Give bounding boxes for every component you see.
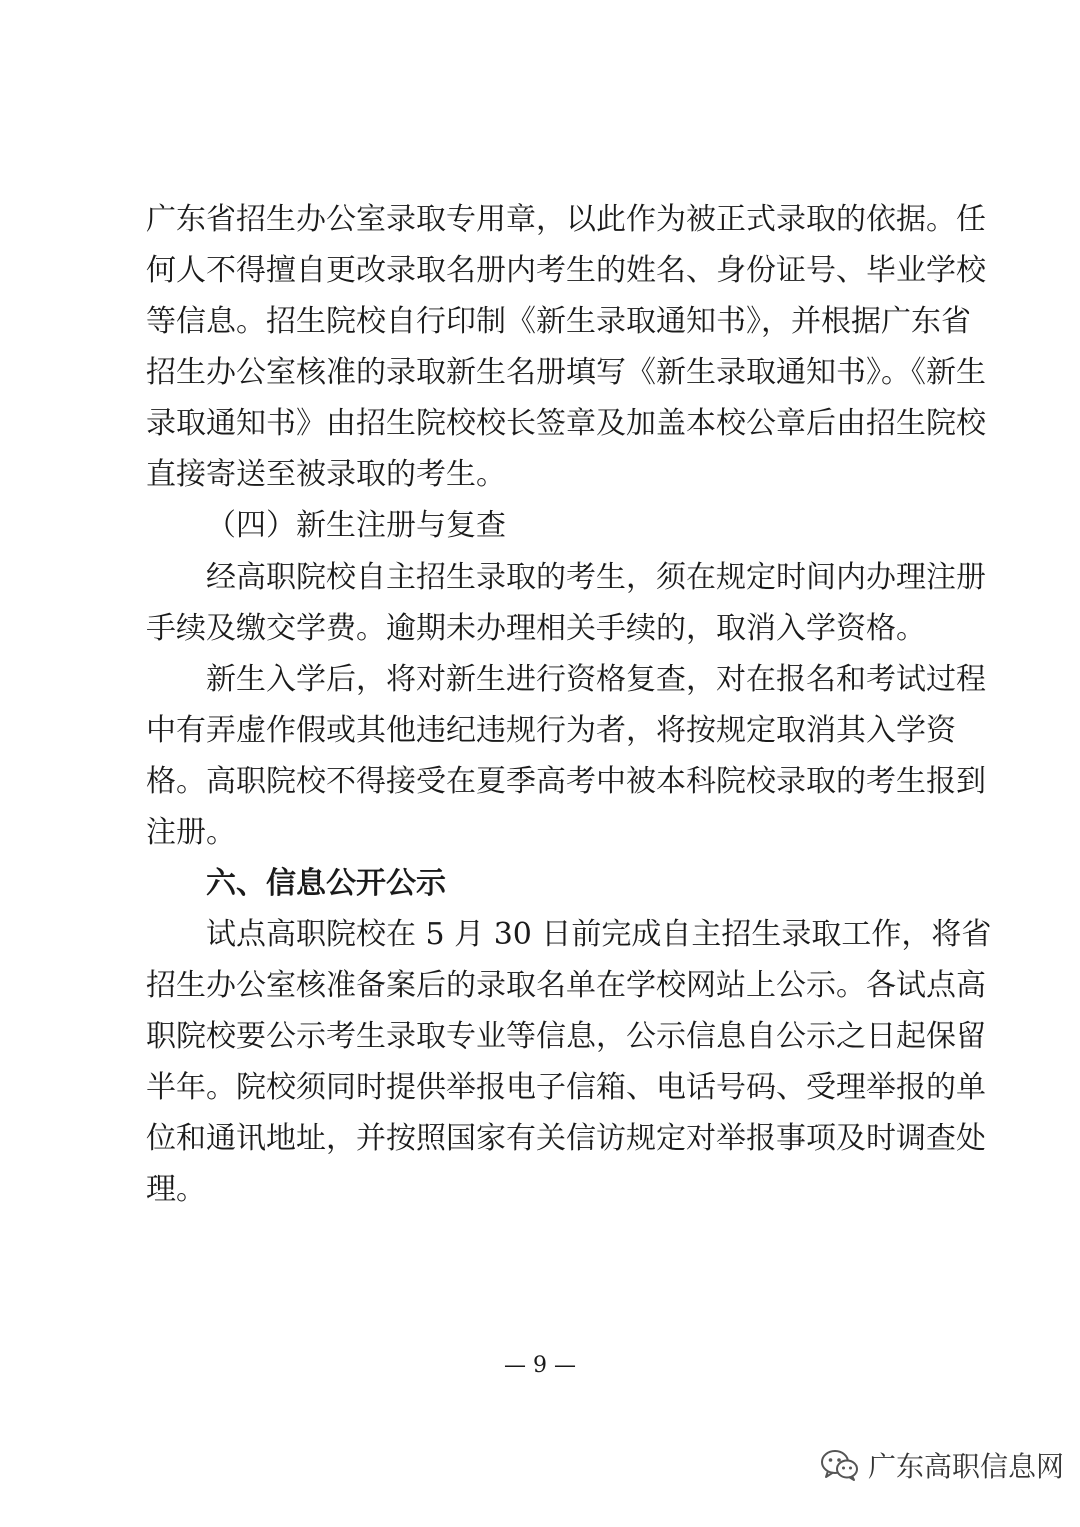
text-line: 中有弄虚作假或其他违纪违规行为者，将按规定取消其入学资 bbox=[146, 713, 956, 748]
text-line: 手续及缴交学费。逾期未办理相关手续的，取消入学资格。 bbox=[146, 611, 926, 646]
text-line: 职院校要公示考生录取专业等信息，公示信息自公示之日起保留 bbox=[146, 1019, 986, 1054]
text-line: 位和通讯地址，并按照国家有关信访规定对举报事项及时调查处 bbox=[146, 1121, 986, 1156]
text-line: 新生入学后，将对新生进行资格复查，对在报名和考试过程 bbox=[206, 662, 986, 697]
text-line: 注册。 bbox=[146, 815, 236, 850]
text-line: 招生办公室核准的录取新生名册填写《新生录取通知书》。《新生 bbox=[146, 355, 986, 390]
text-line: 等信息。招生院校自行印制《新生录取通知书》，并根据广东省 bbox=[146, 304, 971, 339]
watermark-text: 广东高职信息网 bbox=[868, 1450, 1065, 1483]
text-line: 半年。院校须同时提供举报电子信箱、电话号码、受理举报的单 bbox=[146, 1070, 986, 1105]
subheading-registration-review: （四）新生注册与复查 bbox=[206, 508, 506, 543]
wechat-icon bbox=[820, 1448, 860, 1482]
text-line: 何人不得擅自更改录取名册内考生的姓名、身份证号、毕业学校 bbox=[146, 253, 986, 288]
text-line: 经高职院校自主招生录取的考生，须在规定时间内办理注册 bbox=[206, 560, 986, 595]
page-number: — 9 — bbox=[504, 1353, 576, 1378]
section-heading-information-disclosure: 六、信息公开公示 bbox=[206, 866, 446, 901]
text-line: 试点高职院校在 5 月 30 日前完成自主招生录取工作，将省 bbox=[206, 917, 992, 952]
text-line: 直接寄送至被录取的考生。 bbox=[146, 457, 506, 492]
text-line: 招生办公室核准备案后的录取名单在学校网站上公示。各试点高 bbox=[146, 968, 986, 1003]
text-line: 格。高职院校不得接受在夏季高考中被本科院校录取的考生报到 bbox=[146, 764, 986, 799]
text-line: 录取通知书》由招生院校校长签章及加盖本校公章后由招生院校 bbox=[146, 406, 986, 441]
watermark bbox=[820, 1440, 1064, 1490]
text-line: 理。 bbox=[146, 1172, 206, 1207]
text-line: 广东省招生办公室录取专用章，以此作为被正式录取的依据。任 bbox=[146, 202, 986, 237]
